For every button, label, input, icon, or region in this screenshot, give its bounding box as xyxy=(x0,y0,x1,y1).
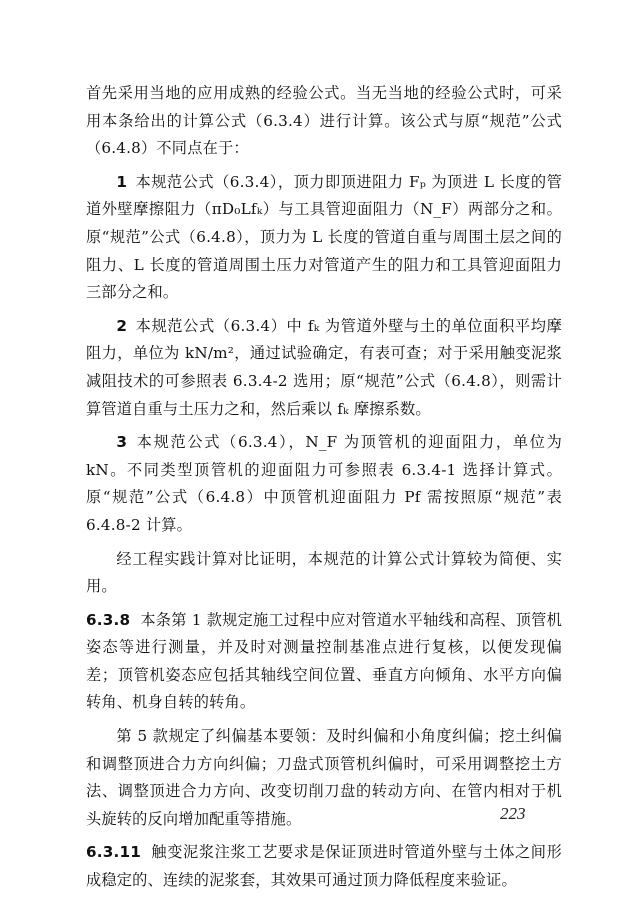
section-number: 6.3.11 xyxy=(86,843,142,862)
section-6-3-11 xyxy=(86,839,562,894)
paragraph-clause-5 xyxy=(86,723,562,833)
item-number: 3 xyxy=(116,433,128,452)
paragraph-text: 首先采用当地的应用成熟的经验公式。当无当地的经验公式时，可采用本条给出的计算公式（6.3.4）进行计算。该公式与原“规范”公式（6.4.8）不同点在于： xyxy=(86,84,562,158)
list-item-3 xyxy=(86,429,562,539)
item-text: 本规范公式（6.3.4），N_F 为顶管机的迎面阻力，单位为 kN。不同类型顶管机的迎面阻力可参照表 6.3.4-1 选择计算式。原“规范”公式（6.4.8）中顶管机迎面阻力 Pf 需按照原“规范”表 6.4.8-2 计算。 xyxy=(86,433,562,534)
page-number: 223 xyxy=(500,804,526,823)
list-item-1 xyxy=(86,169,562,307)
paragraph-text: 经工程实践计算对比证明，本规范的计算公式计算较为简便、实用。 xyxy=(86,549,562,596)
paragraph-text: 第 5 款规定了纠偏基本要领：及时纠偏和小角度纠偏；挖土纠偏和调整顶进合力方向纠偏；刀盘式顶管机纠偏时，可采用调整挖土方法、调整顶进合力方向、改变切削刀盘的转动方向、在管内相对于机头旋转的反向增加配重等措施。 xyxy=(86,727,562,828)
item-text: 本规范公式（6.3.4）中 fₖ 为管道外壁与土的单位面积平均摩阻力，单位为 kN/m²，通过试验确定，有表可查；对于采用触变泥浆减阻技术的可参照表 6.3.4-2 选用；原“规范”公式（6.4.8），则需计算管道自重与土压力之和，然后乘以 fₖ 摩擦系数。 xyxy=(86,316,562,418)
section-text: 触变泥浆注浆工艺要求是保证顶进时管道外壁与土体之间形成稳定的、连续的泥浆套，其效果可通过顶力降低程度来验证。 xyxy=(86,843,562,890)
item-number: 1 xyxy=(116,172,128,191)
paragraph-conclusion xyxy=(86,546,562,601)
paragraph-intro xyxy=(86,80,562,163)
document-body xyxy=(86,80,562,901)
list-item-2 xyxy=(86,313,562,423)
item-text: 本规范公式（6.3.4），顶力即顶进阻力 Fₚ 为顶进 L 长度的管道外壁摩擦阻力（πD₀Lfₖ）与工具管迎面阻力（N_F）两部分之和。原“规范”公式（6.4.8），顶力为 L 长度的管道自重与周围土层之间的阻力、L 长度的管道周围土压力对管道产生的阻力和工具管迎面阻力三部分之和。 xyxy=(86,172,562,302)
section-text: 本条第 1 款规定施工过程中应对管道水平轴线和高程、顶管机姿态等进行测量，并及时对测量控制基准点进行复核，以便发现偏差；顶管机姿态应包括其轴线空间位置、垂直方向倾角、水平方向偏转角、机身自转的转角。 xyxy=(86,610,562,712)
section-number: 6.3.8 xyxy=(86,610,131,629)
item-number: 2 xyxy=(116,316,128,335)
section-6-3-8 xyxy=(86,607,562,717)
